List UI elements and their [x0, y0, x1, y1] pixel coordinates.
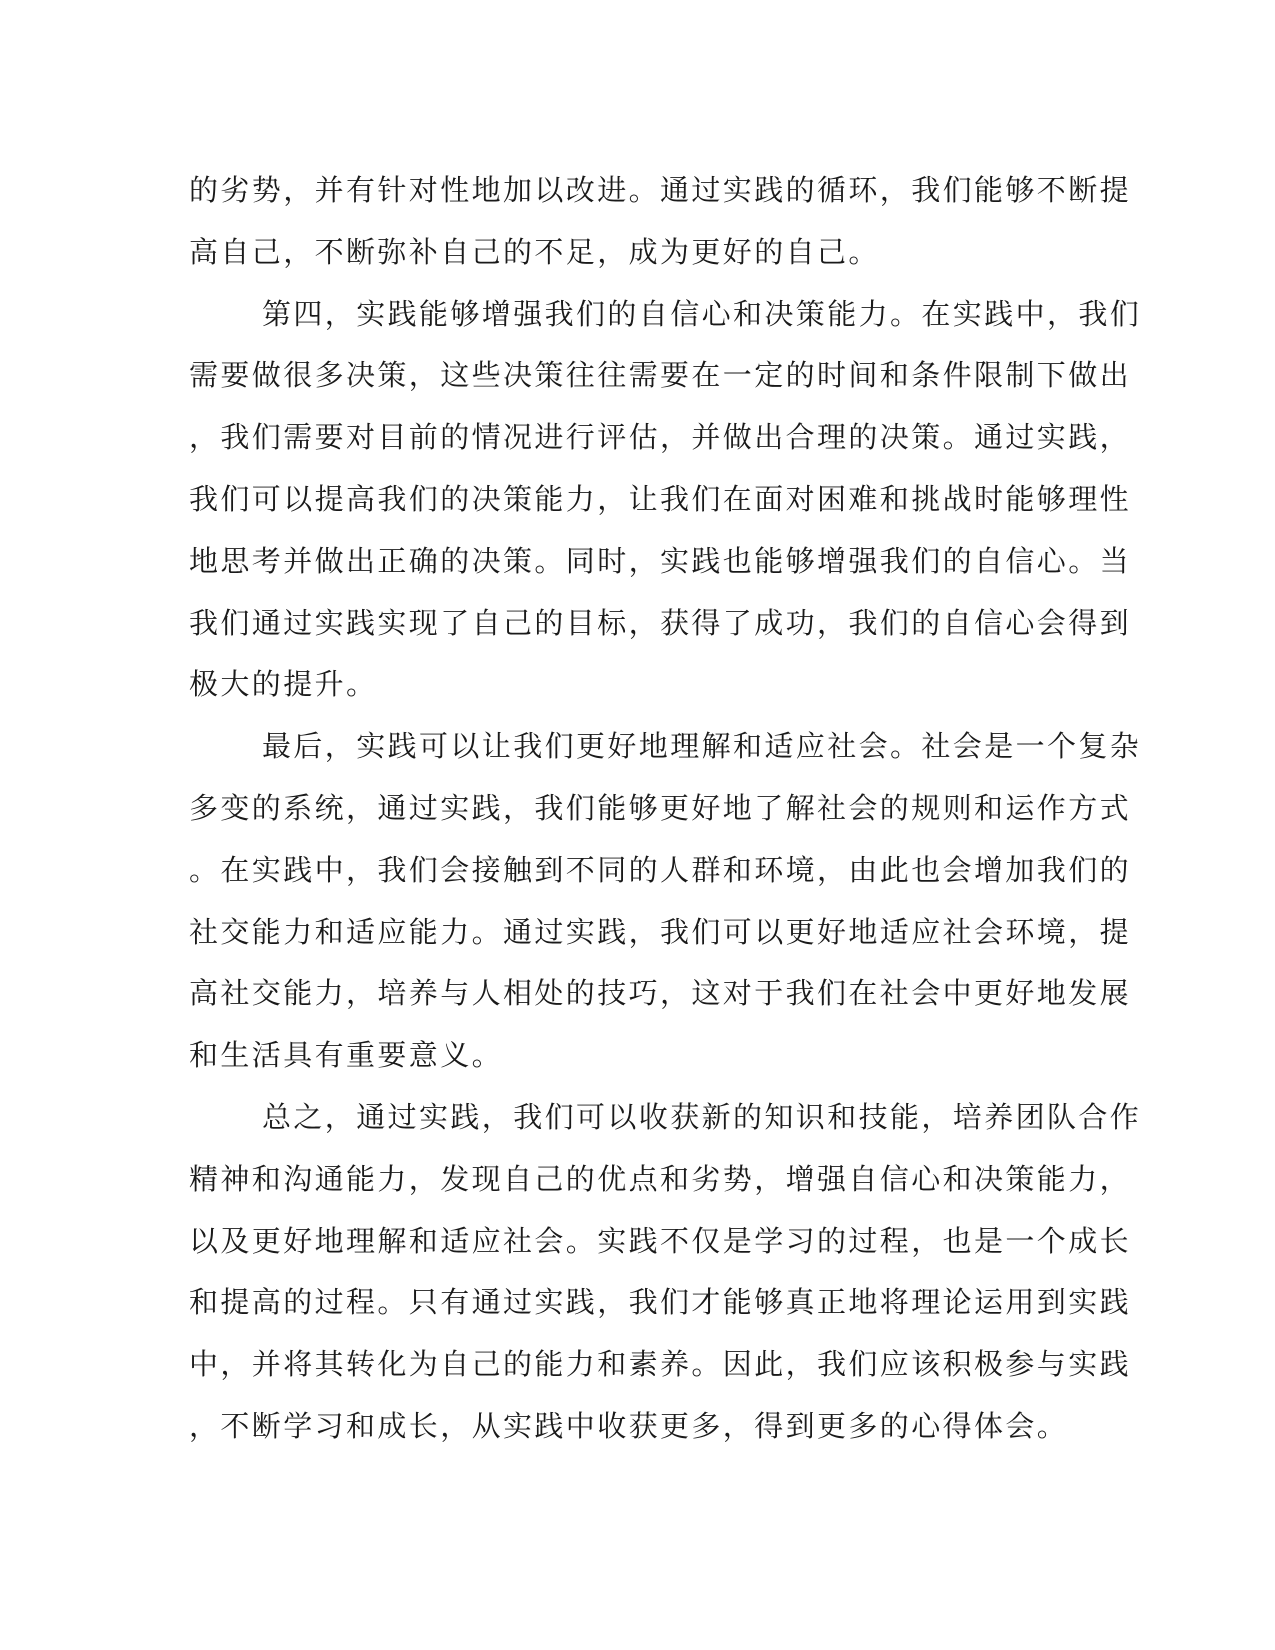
- text-line: 。在实践中，我们会接触到不同的人群和环境，由此也会增加我们的: [189, 852, 1132, 887]
- text-line: 以及更好地理解和适应社会。实践不仅是学习的过程，也是一个成长: [189, 1223, 1132, 1258]
- text-line: 的劣势，并有针对性地加以改进。通过实践的循环，我们能够不断提: [189, 173, 1132, 207]
- text-line: 和生活具有重要意义。: [189, 1038, 504, 1073]
- text-line: ，不断学习和成长，从实践中收获更多，得到更多的心得体会。: [189, 1408, 1069, 1443]
- text-line: 地思考并做出正确的决策。同时，实践也能够增强我们的自信心。当: [189, 543, 1132, 578]
- text-line: 社交能力和适应能力。通过实践，我们可以更好地适应社会环境，提: [189, 914, 1132, 949]
- text-line: ，我们需要对目前的情况进行评估，并做出合理的决策。通过实践，: [189, 420, 1132, 455]
- text-line: 需要做很多决策，这些决策往往需要在一定的时间和条件限制下做出: [189, 358, 1132, 393]
- text-line: 我们可以提高我们的决策能力，让我们在面对困难和挑战时能够理性: [189, 481, 1132, 516]
- text-line: 极大的提升。: [189, 667, 378, 702]
- text-line: 高自己，不断弥补自己的不足，成为更好的自己。: [189, 234, 880, 269]
- paragraph-start-line: 总之，通过实践，我们可以收获新的知识和技能，培养团队合作: [262, 1099, 1142, 1134]
- text-line: 中，并将其转化为自己的能力和素养。因此，我们应该积极参与实践: [189, 1347, 1132, 1382]
- paragraph-start-line: 最后，实践可以让我们更好地理解和适应社会。社会是一个复杂: [262, 729, 1142, 764]
- paragraph-start-line: 第四，实践能够增强我们的自信心和决策能力。在实践中，我们: [262, 296, 1142, 331]
- text-line: 多变的系统，通过实践，我们能够更好地了解社会的规则和运作方式: [189, 790, 1132, 825]
- body-text: [189, 160, 1142, 1458]
- text-line: 我们通过实践实现了自己的目标，获得了成功，我们的自信心会得到: [189, 605, 1132, 640]
- text-line: 高社交能力，培养与人相处的技巧，这对于我们在社会中更好地发展: [189, 976, 1132, 1011]
- text-line: 精神和沟通能力，发现自己的优点和劣势，增强自信心和决策能力，: [189, 1161, 1132, 1196]
- text-line: 和提高的过程。只有通过实践，我们才能够真正地将理论运用到实践: [189, 1285, 1132, 1320]
